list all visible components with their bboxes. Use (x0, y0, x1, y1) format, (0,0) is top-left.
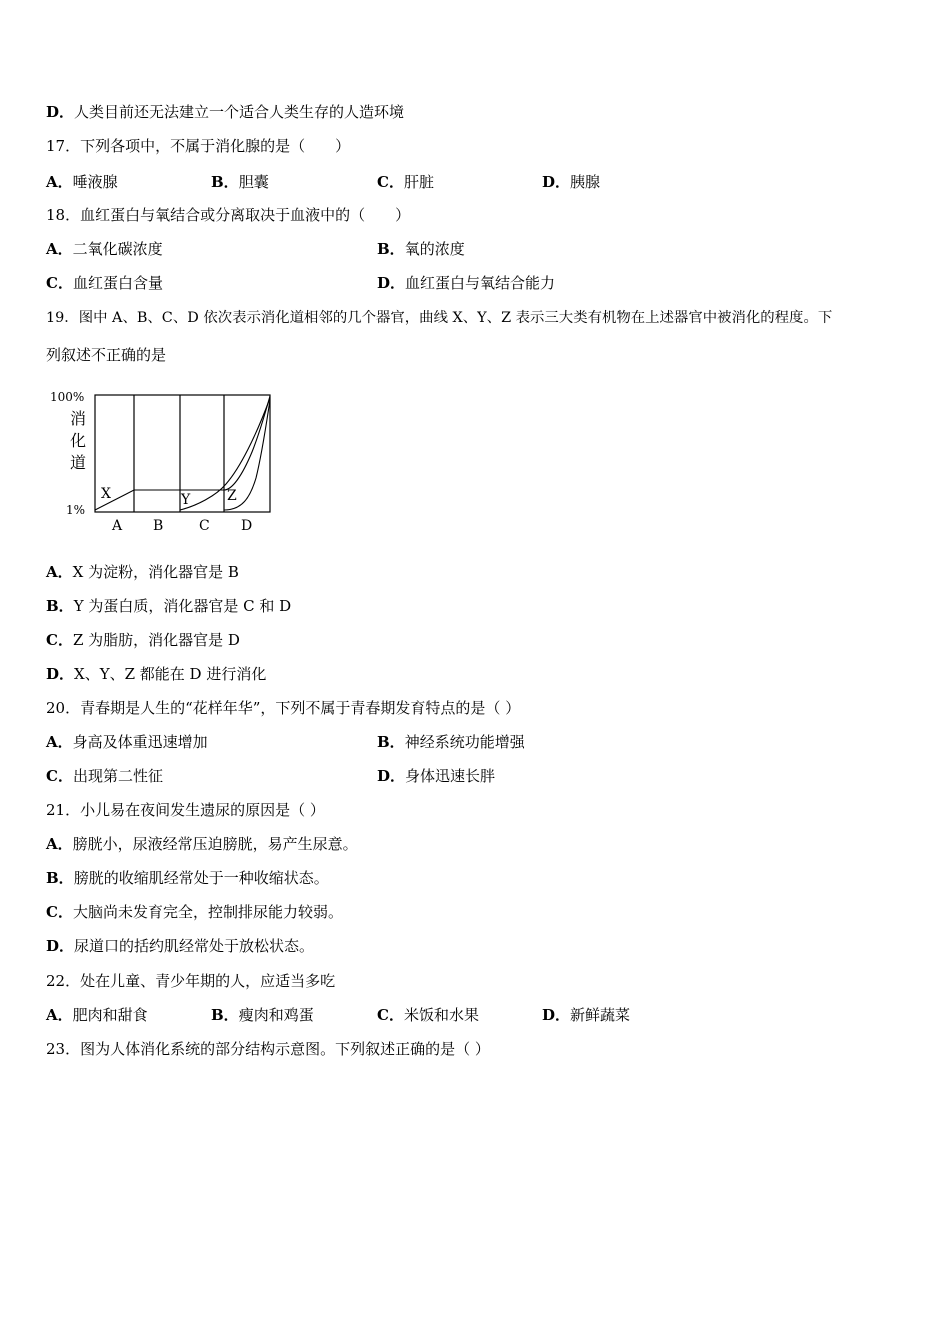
q22-option-b: B．瘦肉和鸡蛋 (211, 1006, 314, 1024)
y-label-char: 消 (70, 409, 87, 428)
curve-label-y: Y (181, 492, 191, 508)
q18-option-a: A．二氧化碳浓度 (46, 240, 163, 258)
q17-option-b: B．胆囊 (211, 173, 269, 191)
digestion-graph (46, 386, 286, 536)
y-bottom-label: 1% (66, 503, 86, 517)
q21-stem: 21．小儿易在夜间发生遗尿的原因是（ ） (46, 801, 325, 819)
q18-option-c: C．血红蛋白含量 (46, 274, 163, 292)
organ-label-c: C (199, 518, 210, 534)
q19-option-d: D．X、Y、Z 都能在 D 进行消化 (46, 665, 267, 683)
curve-label-x: X (101, 486, 111, 502)
q17-option-a: A．唾液腺 (46, 173, 118, 191)
q22-option-a: A．肥肉和甜食 (46, 1006, 148, 1024)
q16-option-d (46, 102, 404, 122)
q17-option-d: D．胰腺 (542, 173, 601, 191)
q19-option-b: B．Y 为蛋白质，消化器官是 C 和 D (46, 597, 292, 615)
q17-option-c: C．肝脏 (377, 173, 434, 191)
option-letter: D． (46, 103, 75, 121)
y-label-char: 道 (70, 453, 87, 472)
q22-stem: 22．处在儿童、青少年期的人，应适当多吃 (46, 972, 336, 990)
q19-stem-line2: 列叙述不正确的是 (46, 346, 167, 364)
q18-option-d: D．血红蛋白与氧结合能力 (377, 274, 556, 292)
q19-stem-line1: 19．图中 A、B、C、D 依次表示消化道相邻的几个器官，曲线 X、Y、Z 表示三大类有机物在上述器官中被消化的程度。下 (46, 310, 833, 326)
q20-stem: 20．青春期是人生的“花样年华”，下列不属于青春期发育特点的是（ ） (46, 699, 521, 717)
q21-option-d: D．尿道口的括约肌经常处于放松状态。 (46, 937, 315, 955)
q18-stem: 18．血红蛋白与氧结合或分离取决于血液中的（ ） (46, 206, 411, 224)
q23-stem: 23．图为人体消化系统的部分结构示意图。下列叙述正确的是（ ） (46, 1040, 490, 1058)
q22-option-d: D．新鲜蔬菜 (542, 1006, 631, 1024)
q20-option-a: A．身高及体重迅速增加 (46, 733, 208, 751)
q20-option-c: C．出现第二性征 (46, 767, 163, 785)
y-label-char: 化 (70, 431, 87, 450)
q21-option-a: A．膀胱小，尿液经常压迫膀胱，易产生尿意。 (46, 835, 358, 853)
y-top-label: 100% (50, 390, 85, 404)
organ-label-b: B (153, 518, 164, 534)
q20-option-d: D．身体迅速长胖 (377, 767, 496, 785)
q22-option-c: C．米饭和水果 (377, 1006, 479, 1024)
curve-y (180, 398, 270, 510)
q21-option-c: C．大脑尚未发育完全，控制排尿能力较弱。 (46, 903, 343, 921)
q19-option-a: A．X 为淀粉，消化器官是 B (46, 563, 239, 581)
q19-option-c: C．Z 为脂肪，消化器官是 D (46, 631, 240, 649)
q18-option-b: B．氧的浓度 (377, 240, 465, 258)
curve-label-z: Z (227, 488, 237, 504)
q21-option-b: B．膀胱的收缩肌经常处于一种收缩状态。 (46, 869, 329, 887)
organ-label-a: A (112, 518, 123, 534)
q20-option-b: B．神经系统功能增强 (377, 733, 525, 751)
q17-stem: 17．下列各项中，不属于消化腺的是（ ） (46, 137, 351, 155)
organ-label-d: D (241, 518, 253, 534)
option-text: 人类目前还无法建立一个适合人类生存的人造环境 (74, 103, 405, 121)
